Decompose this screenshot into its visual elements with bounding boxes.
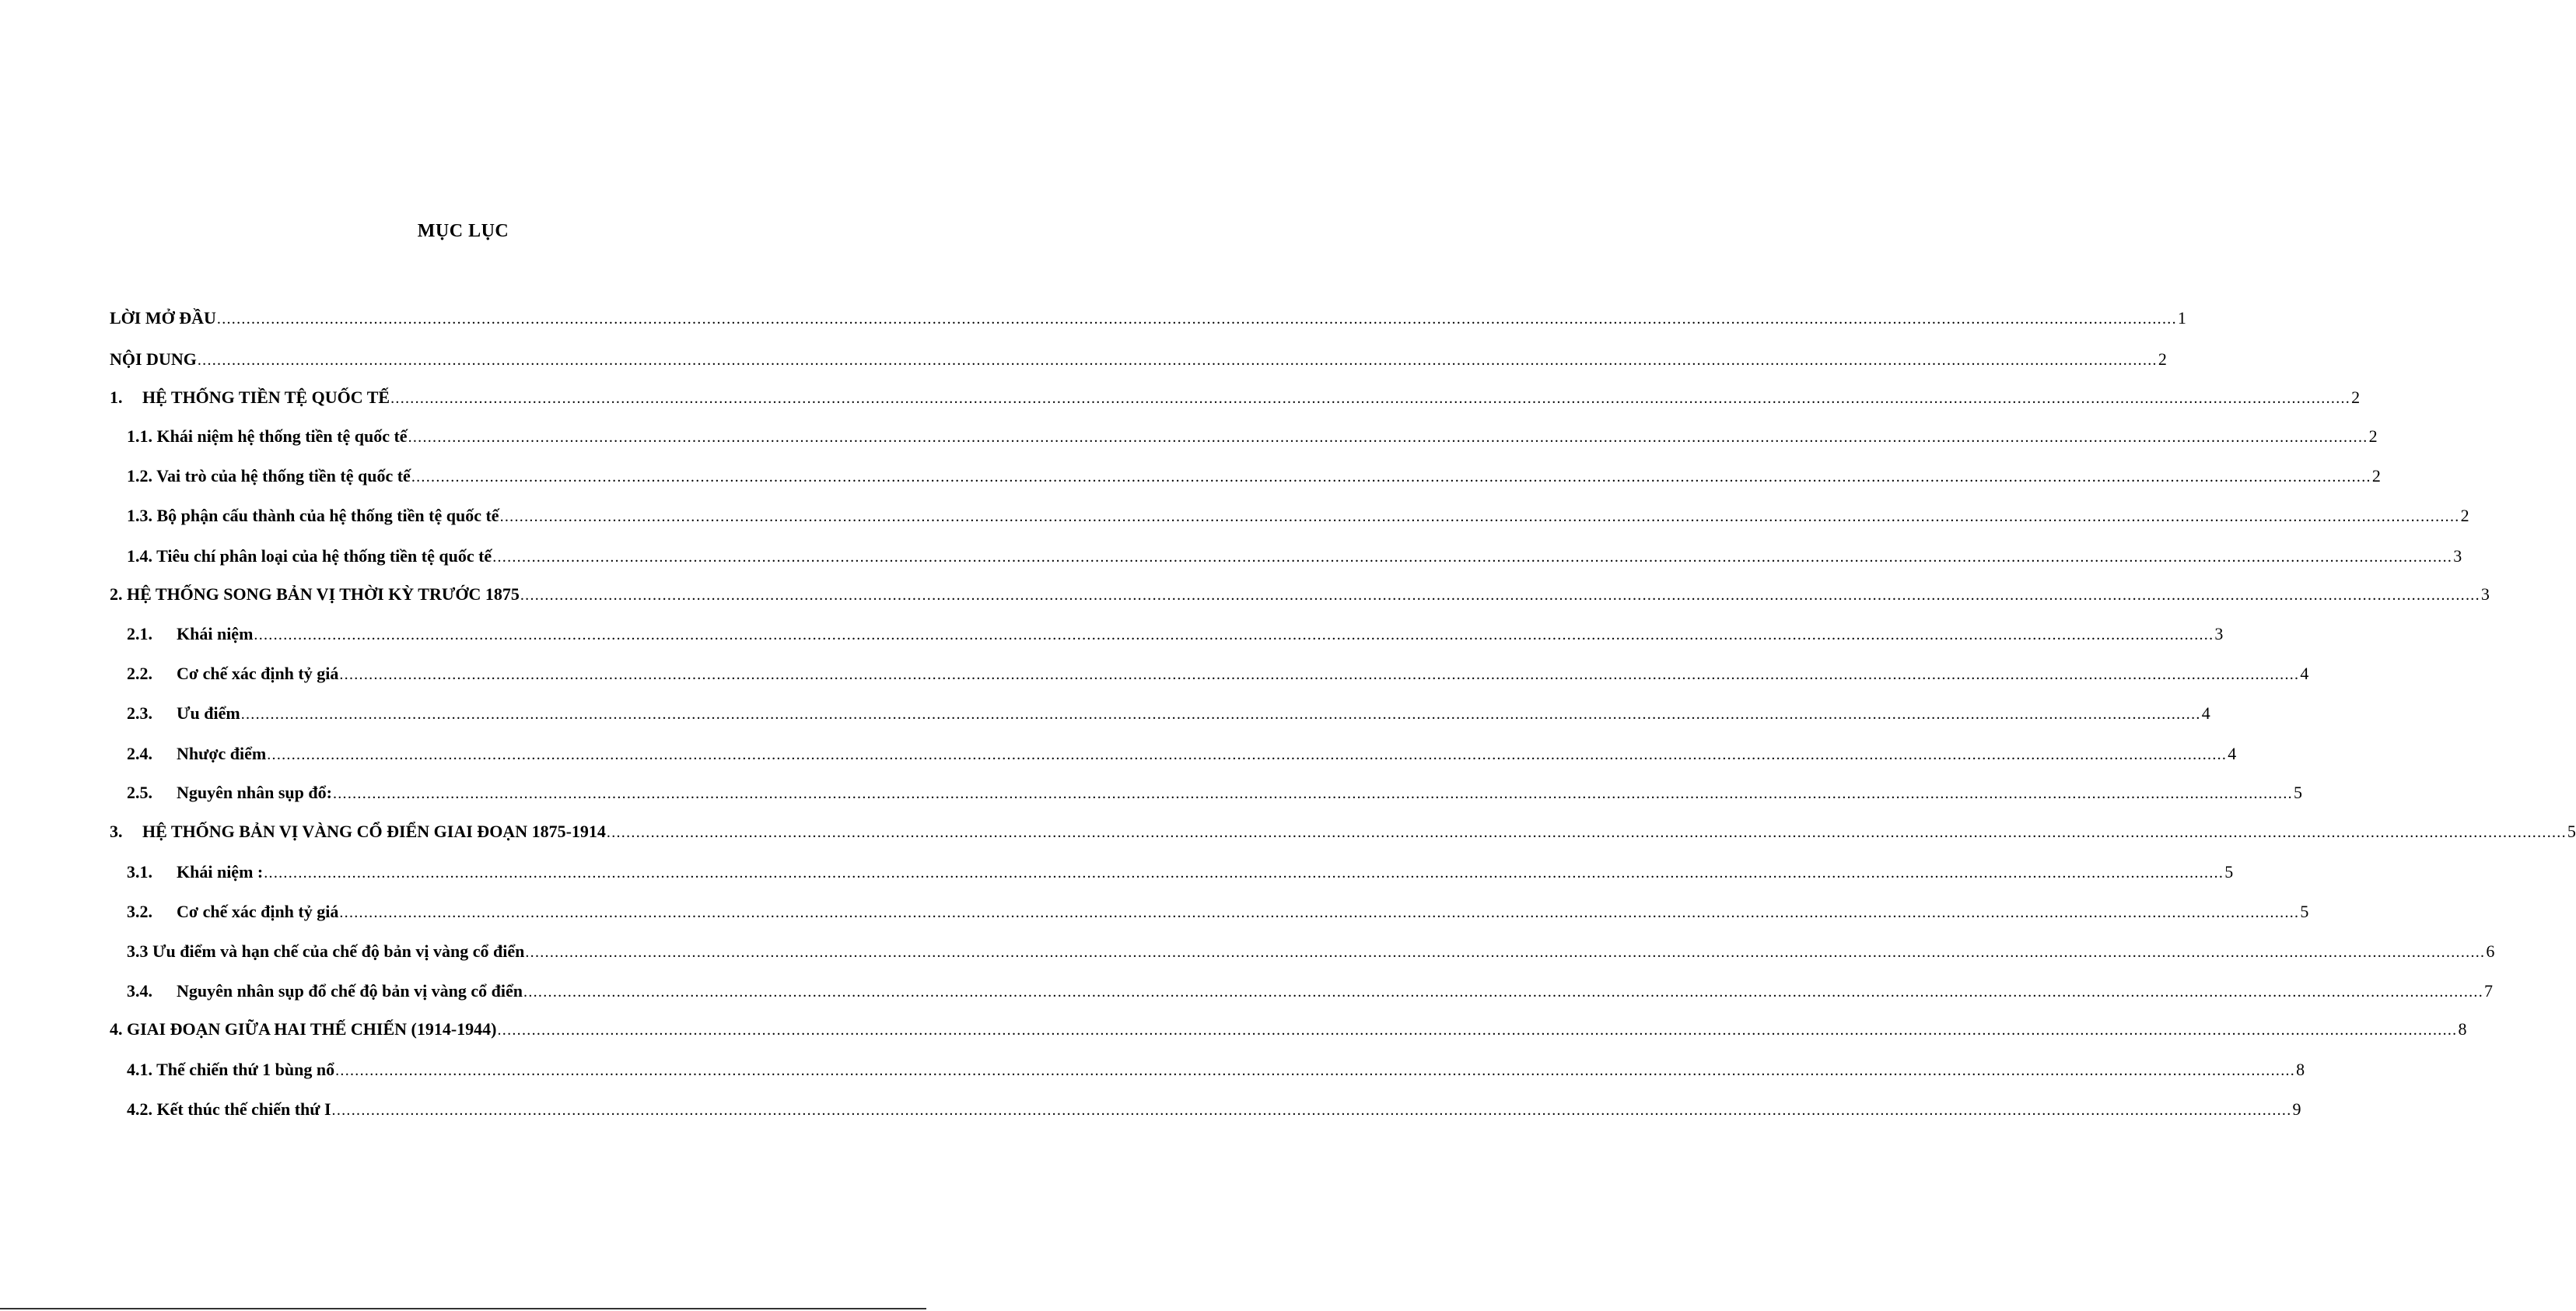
toc-entry[interactable]	[110, 1058, 2305, 1081]
toc-entry-number: 2.4.	[127, 744, 152, 763]
toc-entry-title	[110, 348, 197, 371]
toc-entry-label: Nhược điểm	[177, 744, 267, 763]
toc-entry-label: HỆ THỐNG TIỀN TỆ QUỐC TẾ	[142, 387, 390, 407]
toc-page-number: 4	[2300, 664, 2309, 683]
toc-entry-number: 3.2.	[127, 902, 152, 921]
toc-entry-title	[110, 781, 332, 804]
toc-dot-leader: ................................................................................................................................................................................................................................................................................................................................................................................................................	[520, 587, 2480, 604]
toc-dot-leader: ................................................................................................................................................................................................................................................................................................................................................................................................................	[267, 746, 2228, 763]
toc-page-number: 4	[2201, 703, 2210, 723]
toc-entry[interactable]	[110, 1098, 2301, 1121]
toc-entry-label: LỜI MỞ ĐẦU	[110, 308, 216, 328]
toc-entry-title	[110, 662, 338, 685]
toc-entry-title	[110, 900, 338, 924]
toc-entry[interactable]	[110, 940, 2495, 963]
toc-entry-label: 1.3. Bộ phận cấu thành của hệ thống tiền tệ quốc tế	[127, 506, 499, 525]
toc-dot-leader: ................................................................................................................................................................................................................................................................................................................................................................................................................	[240, 706, 2201, 723]
toc-page-number: 6	[2486, 941, 2495, 961]
toc-entry-title	[110, 425, 408, 448]
toc-entry-label: Cơ chế xác định tỷ giá	[177, 902, 339, 921]
toc-entry-title	[110, 742, 266, 766]
toc-dot-leader: ................................................................................................................................................................................................................................................................................................................................................................................................................	[339, 904, 2300, 921]
toc-entry-title	[110, 1018, 496, 1041]
toc-entry[interactable]	[110, 900, 2309, 924]
toc-entry[interactable]	[110, 702, 2210, 725]
toc-dot-leader: ................................................................................................................................................................................................................................................................................................................................................................................................................	[339, 666, 2300, 683]
toc-entry-title	[110, 464, 411, 488]
toc-dot-leader: ................................................................................................................................................................................................................................................................................................................................................................................................................	[411, 468, 2371, 485]
toc-entry-title	[110, 504, 499, 528]
toc-page-number: 2	[2368, 426, 2378, 446]
page-bottom-border	[0, 1308, 926, 1309]
toc-page-number: 5	[2300, 902, 2309, 921]
toc-dot-leader: ................................................................................................................................................................................................................................................................................................................................................................................................................	[254, 626, 2214, 643]
toc-dot-leader: ................................................................................................................................................................................................................................................................................................................................................................................................................	[606, 824, 2567, 841]
toc-entry[interactable]	[110, 307, 2186, 330]
toc-page-number: 3	[2453, 546, 2462, 566]
toc-entry-number: 2.2.	[127, 664, 152, 683]
toc-dot-leader: ................................................................................................................................................................................................................................................................................................................................................................................................................	[335, 1062, 2296, 1079]
toc-dot-leader: ................................................................................................................................................................................................................................................................................................................................................................................................................	[390, 390, 2351, 407]
toc-entry-title	[110, 307, 216, 330]
toc-entry-title	[110, 1098, 331, 1121]
toc-page-number: 8	[2296, 1060, 2305, 1079]
toc-entry-title	[110, 622, 253, 646]
toc-entry-number: 3.1.	[127, 862, 152, 882]
toc-entry-label: 1.2. Vai trò của hệ thống tiền tệ quốc tế	[127, 466, 411, 485]
toc-page-number: 2	[2371, 466, 2381, 485]
toc-entry[interactable]	[110, 662, 2309, 685]
toc-entry-title	[110, 386, 390, 409]
toc-entry-number: 3.4.	[127, 981, 152, 1001]
toc-entry-title	[110, 820, 606, 843]
toc-entry[interactable]	[110, 861, 2234, 884]
toc-dot-leader: ................................................................................................................................................................................................................................................................................................................................................................................................................	[499, 508, 2460, 525]
toc-dot-leader: ................................................................................................................................................................................................................................................................................................................................................................................................................	[492, 549, 2453, 566]
toc-entry[interactable]	[110, 504, 2469, 528]
toc-page-number: 2	[2158, 349, 2167, 369]
toc-page-number: 3	[2480, 584, 2490, 604]
toc-entry-label: Cơ chế xác định tỷ giá	[177, 664, 339, 683]
toc-entry-title	[110, 940, 524, 963]
toc-entry-label: NỘI DUNG	[110, 349, 197, 369]
toc-entry-label: Khái niệm :	[177, 862, 264, 882]
toc-entry[interactable]	[110, 464, 2381, 488]
toc-entry[interactable]	[110, 545, 2462, 568]
toc-entry-number: 3.	[110, 822, 123, 841]
toc-page-number: 3	[2214, 624, 2224, 643]
toc-dot-leader: ................................................................................................................................................................................................................................................................................................................................................................................................................	[497, 1022, 2458, 1039]
toc-page-number: 5	[2293, 783, 2302, 802]
toc-entry-label: Nguyên nhân sụp đổ chế độ bản vị vàng cổ điển	[177, 981, 523, 1001]
toc-entry-number: 2.5.	[127, 783, 152, 802]
toc-entry-label: 4.2. Kết thúc thế chiến thứ I	[127, 1099, 331, 1119]
toc-page-number: 7	[2484, 981, 2494, 1001]
toc-entry-title	[110, 980, 523, 1003]
toc-entry[interactable]	[110, 980, 2494, 1003]
toc-entry-label: 4.1. Thế chiến thứ 1 bùng nổ	[127, 1060, 335, 1079]
toc-entry-label: Khái niệm	[177, 624, 254, 643]
toc-entry[interactable]	[110, 622, 2224, 646]
toc-entry-label: 1.4. Tiêu chí phân loại của hệ thống tiền tệ quốc tế	[127, 546, 492, 566]
toc-dot-leader: ................................................................................................................................................................................................................................................................................................................................................................................................................	[332, 785, 2293, 802]
toc-entry-label: 1.1. Khái niệm hệ thống tiền tệ quốc tế	[127, 426, 408, 446]
toc-entry[interactable]	[110, 425, 2378, 448]
toc-entry-title	[110, 1058, 334, 1081]
toc-dot-leader: ................................................................................................................................................................................................................................................................................................................................................................................................................	[197, 352, 2158, 369]
toc-entry-title	[110, 545, 492, 568]
toc-entry-label: 2. HỆ THỐNG SONG BẢN VỊ THỜI KỲ TRƯỚC 1875	[110, 584, 520, 604]
toc-entry-label: Nguyên nhân sụp đổ:	[177, 783, 332, 802]
toc-page-number: 1	[2177, 308, 2186, 328]
toc-entry-title	[110, 583, 520, 606]
toc-entry[interactable]	[110, 348, 2167, 371]
toc-entry-label: HỆ THỐNG BẢN VỊ VÀNG CỔ ĐIỂN GIAI ĐOẠN 1875-1914	[142, 822, 606, 841]
toc-dot-leader: ................................................................................................................................................................................................................................................................................................................................................................................................................	[264, 864, 2224, 882]
toc-dot-leader: ................................................................................................................................................................................................................................................................................................................................................................................................................	[523, 983, 2484, 1001]
toc-page-number: 8	[2458, 1019, 2467, 1039]
toc-dot-leader: ................................................................................................................................................................................................................................................................................................................................................................................................................	[408, 429, 2368, 446]
toc-entry[interactable]	[110, 781, 2302, 804]
toc-page-number: 2	[2460, 506, 2469, 525]
toc-entry-number: 2.3.	[127, 703, 152, 723]
toc-entry-label: Ưu điểm	[177, 703, 240, 723]
toc-page-number: 4	[2228, 744, 2237, 763]
toc-dot-leader: ................................................................................................................................................................................................................................................................................................................................................................................................................	[216, 310, 2177, 328]
page-title: MỤC LỤC	[417, 221, 509, 241]
toc-entry[interactable]	[110, 1018, 2467, 1041]
toc-entry[interactable]	[110, 742, 2237, 766]
toc-entry-number: 2.1.	[127, 624, 152, 643]
toc-entry-title	[110, 702, 240, 725]
toc-entry-label: 4. GIAI ĐOẠN GIỮA HAI THẾ CHIẾN (1914-1944)	[110, 1019, 497, 1039]
toc-dot-leader: ................................................................................................................................................................................................................................................................................................................................................................................................................	[331, 1102, 2292, 1119]
toc-entry[interactable]	[110, 386, 2361, 409]
toc-entry-number: 1.	[110, 387, 123, 407]
toc-entry[interactable]	[110, 820, 2576, 843]
toc-entry-title	[110, 861, 263, 884]
toc-page-number: 9	[2292, 1099, 2301, 1119]
toc-page-number: 2	[2351, 387, 2361, 407]
toc-page-number: 5	[2567, 822, 2576, 841]
toc-dot-leader: ................................................................................................................................................................................................................................................................................................................................................................................................................	[525, 944, 2486, 961]
toc-entry[interactable]	[110, 583, 2490, 606]
toc-entry-label: 3.3 Ưu điểm và hạn chế của chế độ bản vị vàng cổ điển	[127, 941, 525, 961]
toc-page-number: 5	[2224, 862, 2234, 882]
